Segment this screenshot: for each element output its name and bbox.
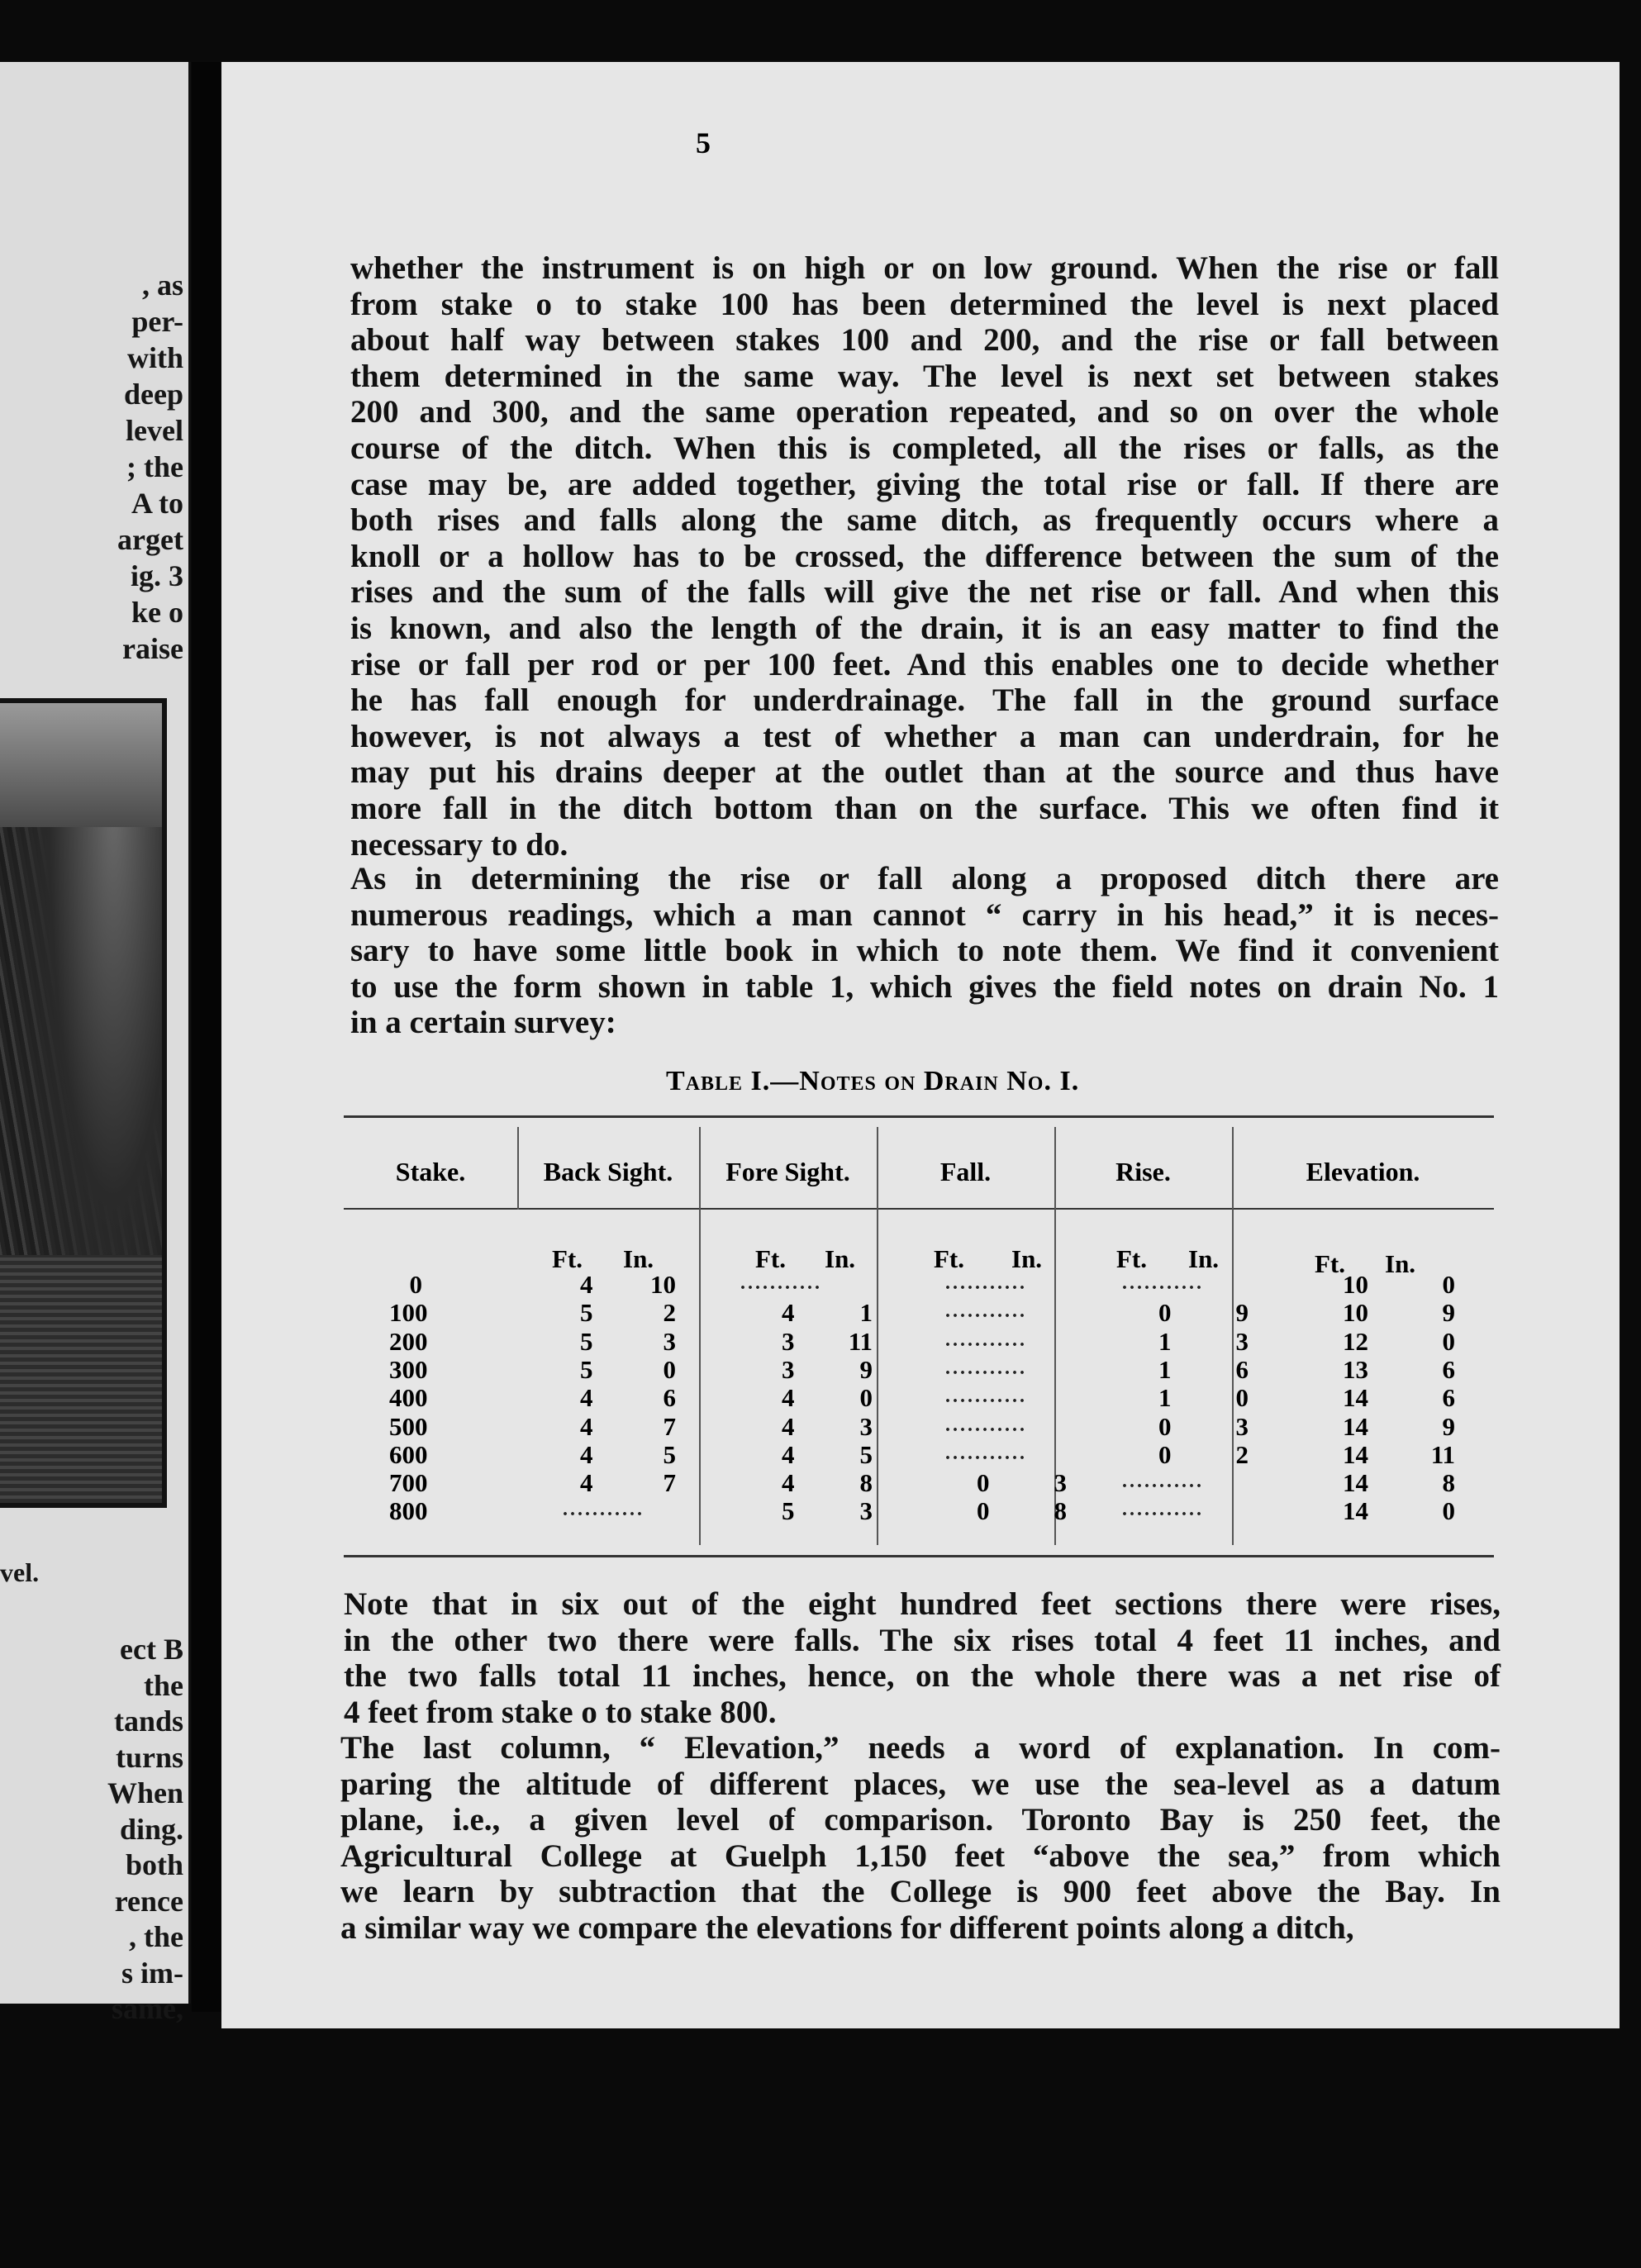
- table-cell-fall-in: 3: [1054, 1468, 1067, 1498]
- text-line: he has fall enough for underdrainage. The fall in the ground surface: [350, 682, 1499, 719]
- paragraph-3: [344, 1586, 1501, 1730]
- table-top-rule: [344, 1115, 1494, 1118]
- table-cell-bs-ft: 4: [580, 1383, 593, 1413]
- table-cell-stake: 500: [389, 1411, 428, 1441]
- table-cell-stake: 700: [389, 1468, 428, 1498]
- table-cell-stake: 800: [389, 1496, 428, 1526]
- unit-feet-label: Ft.: [1116, 1244, 1148, 1273]
- table-column-rule: [699, 1127, 701, 1545]
- table-cell-fs-in: 3: [859, 1496, 873, 1526]
- left-page-line: , the: [129, 1920, 183, 1953]
- left-page-caption: vel.: [0, 1557, 40, 1587]
- table-cell-bs-ft: 5: [580, 1354, 593, 1384]
- left-page-line: When: [107, 1776, 183, 1809]
- unit-inches-label: In.: [1011, 1244, 1043, 1273]
- table-cell-el-in: 9: [1442, 1411, 1455, 1441]
- text-line: sary to have some little book in which to note them. We find it convenient: [350, 933, 1499, 969]
- left-page-line: , as: [141, 269, 183, 302]
- table-cell-fs-in: 11: [848, 1326, 873, 1356]
- text-line: is known, and also the length of the drain, it is an easy matter to find the: [350, 610, 1499, 646]
- table-cell-bs-in: 5: [663, 1439, 676, 1469]
- table-cell-stake: 200: [389, 1326, 428, 1356]
- table-cell-fs-ft: 4: [782, 1383, 795, 1413]
- text-line: may put his drains deeper at the outlet than at the source and thus have: [350, 754, 1499, 791]
- table-cell-el-in: 6: [1442, 1383, 1455, 1413]
- unit-feet-label: Ft.: [755, 1244, 787, 1273]
- table-cell-fs-ft: 4: [782, 1468, 795, 1498]
- text-line: in a certain survey:: [350, 1005, 616, 1041]
- table-header: Fore Sight.: [725, 1157, 850, 1186]
- table-cell-el-in: 9: [1442, 1298, 1455, 1328]
- table-cell-fall-ft: 0: [977, 1468, 990, 1498]
- table-cell-fs-in: 8: [859, 1468, 873, 1498]
- table-cell-bs-in: 7: [663, 1411, 676, 1441]
- paragraph-4: [340, 1730, 1501, 1947]
- text-line: the two falls total 11 inches, hence, on the whole there was a net rise of: [344, 1658, 1501, 1695]
- table-empty-dots: ...........: [945, 1272, 1027, 1294]
- text-line: rises and the sum of the falls will give the net rise or fall. And when this: [350, 574, 1499, 611]
- table-cell-fall-in: 8: [1054, 1496, 1067, 1526]
- left-page-line: ding.: [119, 1812, 183, 1846]
- table-cell-rise-ft: 1: [1158, 1354, 1172, 1384]
- left-page-line: raise: [122, 632, 183, 665]
- text-line: about half way between stakes 100 and 200, and the rise or fall between: [350, 322, 1499, 359]
- table-cell-fs-ft: 3: [782, 1326, 795, 1356]
- table-cell-fs-in: 1: [859, 1298, 873, 1328]
- table-header: Back Sight.: [543, 1157, 673, 1186]
- left-page-line: level: [126, 414, 183, 447]
- unit-inches-label: In.: [1385, 1249, 1416, 1278]
- table-cell-fall-ft: 0: [977, 1496, 990, 1526]
- unit-feet-label: Ft.: [1315, 1249, 1346, 1278]
- table-cell-el-in: 8: [1442, 1468, 1455, 1498]
- left-page-line: the: [144, 1668, 183, 1702]
- book-gutter: [192, 62, 221, 2012]
- table-cell-bs-ft: 5: [580, 1326, 593, 1356]
- text-line: plane, i.e., a given level of comparison. Toronto Bay is 250 feet, the: [340, 1802, 1501, 1838]
- text-line: in the other two there were falls. The six rises total 4 feet 11 inches, and: [344, 1622, 1501, 1658]
- text-line: 4 feet from stake o to stake 800.: [344, 1694, 777, 1730]
- table-cell-rise-in: 0: [1235, 1383, 1249, 1413]
- table-header: Stake.: [395, 1157, 466, 1186]
- table-cell-bs-ft: 5: [580, 1298, 593, 1328]
- table-empty-dots: ...........: [945, 1414, 1027, 1436]
- table-cell-el-ft: 14: [1343, 1439, 1368, 1469]
- table-cell-bs-in: 2: [663, 1298, 676, 1328]
- text-line: knoll or a hollow has to be crossed, the difference between the sum of the: [350, 538, 1499, 574]
- left-page-line: rence: [114, 1884, 183, 1918]
- table-cell-el-ft: 10: [1343, 1270, 1368, 1299]
- table-cell-bs-in: 10: [650, 1270, 676, 1299]
- table-cell-stake: 300: [389, 1354, 428, 1384]
- text-line: paring the altitude of different places, we use the sea-level as a datum: [340, 1766, 1501, 1802]
- table-cell-el-in: 0: [1442, 1270, 1455, 1299]
- table-empty-dots: ...........: [1122, 1499, 1204, 1521]
- table-cell-fs-in: 3: [859, 1411, 873, 1441]
- text-line: rise or fall per rod or per 100 feet. And this enables one to decide whether: [350, 646, 1499, 682]
- text-line: numerous readings, which a man cannot “ carry in his head,” it is neces-: [350, 896, 1499, 933]
- table-cell-rise-ft: 1: [1158, 1326, 1172, 1356]
- left-page-text-bottom: [0, 1632, 183, 2028]
- left-page-line: per-: [131, 305, 183, 338]
- table-empty-dots: ...........: [945, 1442, 1027, 1464]
- text-line: case may be, are added together, giving the total rise or fall. If there are: [350, 466, 1499, 502]
- table-cell-el-ft: 14: [1343, 1411, 1368, 1441]
- table-cell-bs-ft: 4: [580, 1411, 593, 1441]
- table-cell-bs-in: 0: [663, 1354, 676, 1384]
- table-empty-dots: ...........: [740, 1272, 822, 1294]
- paragraph-2: [350, 861, 1499, 1041]
- table-bottom-rule: [344, 1555, 1494, 1557]
- left-page-line: ect B: [120, 1633, 183, 1666]
- table-cell-rise-ft: 1: [1158, 1383, 1172, 1413]
- text-line: necessary to do.: [350, 826, 568, 863]
- table-cell-stake: 100: [389, 1298, 428, 1328]
- table-cell-fs-in: 0: [859, 1383, 873, 1413]
- table-cell-el-ft: 12: [1343, 1326, 1368, 1356]
- left-page-photo: [0, 698, 167, 1508]
- text-line: to use the form shown in table 1, which gives the field notes on drain No. 1: [350, 968, 1499, 1005]
- table-cell-rise-in: 6: [1235, 1354, 1249, 1384]
- text-line: Note that in six out of the eight hundred feet sections there were rises,: [344, 1586, 1501, 1622]
- unit-inches-label: In.: [1188, 1244, 1220, 1273]
- text-line: 200 and 300, and the same operation repeated, and so on over the whole: [350, 394, 1499, 430]
- table-empty-dots: ...........: [563, 1499, 645, 1521]
- table-cell-fs-ft: 3: [782, 1354, 795, 1384]
- table-cell-el-ft: 13: [1343, 1354, 1368, 1384]
- table-empty-dots: ...........: [945, 1329, 1027, 1351]
- left-page-text-top: [0, 267, 183, 667]
- table-cell-stake: 0: [409, 1270, 422, 1299]
- table-cell-el-ft: 14: [1343, 1496, 1368, 1526]
- text-line: course of the ditch. When this is completed, all the rises or falls, as the: [350, 430, 1499, 466]
- table-cell-el-ft: 14: [1343, 1383, 1368, 1413]
- table-cell-el-ft: 14: [1343, 1468, 1368, 1498]
- text-line: more fall in the ditch bottom than on the surface. This we often find it: [350, 790, 1499, 826]
- table-header: Rise.: [1115, 1157, 1171, 1186]
- left-page-line: deep: [124, 378, 183, 411]
- table-empty-dots: ...........: [945, 1386, 1027, 1408]
- table-empty-dots: ...........: [945, 1357, 1027, 1379]
- text-line: Agricultural College at Guelph 1,150 feet “above the sea,” from which: [340, 1838, 1501, 1874]
- table-cell-el-in: 6: [1442, 1354, 1455, 1384]
- left-page-line: ; the: [126, 450, 183, 483]
- text-line: a similar way we compare the elevations for different points along a ditch,: [340, 1909, 1354, 1946]
- table-cell-rise-in: 3: [1235, 1326, 1249, 1356]
- table-cell-fs-ft: 4: [782, 1411, 795, 1441]
- text-line: whether the instrument is on high or on low ground. When the rise or fall: [350, 250, 1499, 286]
- left-page-fragment: [0, 62, 191, 2025]
- table-cell-el-ft: 10: [1343, 1298, 1368, 1328]
- table-cell-rise-ft: 0: [1158, 1411, 1172, 1441]
- table-cell-rise-in: 9: [1235, 1298, 1249, 1328]
- table-cell-el-in: 0: [1442, 1326, 1455, 1356]
- left-page-line: with: [126, 341, 183, 374]
- left-page-line: s im-: [121, 1956, 183, 1990]
- left-page-line: A to: [131, 487, 183, 520]
- unit-feet-label: Ft.: [552, 1244, 583, 1273]
- unit-inches-label: In.: [623, 1244, 654, 1273]
- table-cell-bs-ft: 4: [580, 1270, 593, 1299]
- table-cell-bs-in: 7: [663, 1468, 676, 1498]
- text-line: As in determining the rise or fall along a proposed ditch there are: [350, 861, 1499, 896]
- drain-notes-table: [344, 1115, 1494, 1578]
- table-cell-stake: 400: [389, 1383, 428, 1413]
- table-header: Fall.: [939, 1157, 992, 1186]
- table-cell-bs-in: 3: [663, 1326, 676, 1356]
- table-cell-bs-ft: 4: [580, 1439, 593, 1469]
- table-column-rule: [877, 1127, 878, 1545]
- table-cell-el-in: 0: [1442, 1496, 1455, 1526]
- table-cell-stake: 600: [389, 1439, 428, 1469]
- left-page-line: ke o: [131, 596, 183, 629]
- table-cell-fs-ft: 5: [782, 1496, 795, 1526]
- text-line: however, is not always a test of whether a man can underdrain, for he: [350, 718, 1499, 754]
- table-cell-rise-ft: 0: [1158, 1298, 1172, 1328]
- table-empty-dots: ...........: [945, 1300, 1027, 1323]
- table-header: Elevation.: [1306, 1157, 1420, 1186]
- table-cell-fs-in: 5: [859, 1439, 873, 1469]
- table-empty-dots: ...........: [1122, 1471, 1204, 1493]
- table-empty-dots: ...........: [1122, 1272, 1204, 1294]
- page-number: 5: [696, 126, 711, 159]
- table-cell-fs-in: 9: [859, 1354, 873, 1384]
- left-page-line: same,: [112, 1992, 183, 2025]
- left-page-line: tands: [113, 1705, 183, 1738]
- text-line: both rises and falls along the same ditch, as frequently occurs where a: [350, 502, 1499, 539]
- paragraph-1: [350, 250, 1499, 863]
- table-cell-fs-ft: 4: [782, 1439, 795, 1469]
- text-line: The last column, “ Elevation,” needs a word of explanation. In com-: [340, 1730, 1501, 1766]
- left-page-line: arget: [117, 523, 183, 556]
- table-cell-rise-in: 3: [1235, 1411, 1249, 1441]
- table-cell-rise-ft: 0: [1158, 1439, 1172, 1469]
- table-cell-rise-in: 2: [1235, 1439, 1249, 1469]
- table-cell-fs-ft: 4: [782, 1298, 795, 1328]
- table-cell-bs-in: 6: [663, 1383, 676, 1413]
- table-cell-bs-ft: 4: [580, 1468, 593, 1498]
- text-line: them determined in the same way. The level is next set between stakes: [350, 358, 1499, 394]
- unit-inches-label: In.: [825, 1244, 856, 1273]
- text-line: from stake o to stake 100 has been determined the level is next placed: [350, 286, 1499, 322]
- left-page-line: turns: [115, 1740, 183, 1774]
- left-page-line: ig. 3: [130, 559, 183, 592]
- unit-feet-label: Ft.: [934, 1244, 965, 1273]
- table-title: Table I.—Notes on Drain No. I.: [666, 1066, 1080, 1096]
- table-header-rule: [344, 1208, 1494, 1210]
- left-page-line: both: [125, 1848, 183, 1881]
- text-line: we learn by subtraction that the College is 900 feet above the Bay. In: [340, 1874, 1501, 1910]
- table-cell-el-in: 11: [1430, 1439, 1455, 1469]
